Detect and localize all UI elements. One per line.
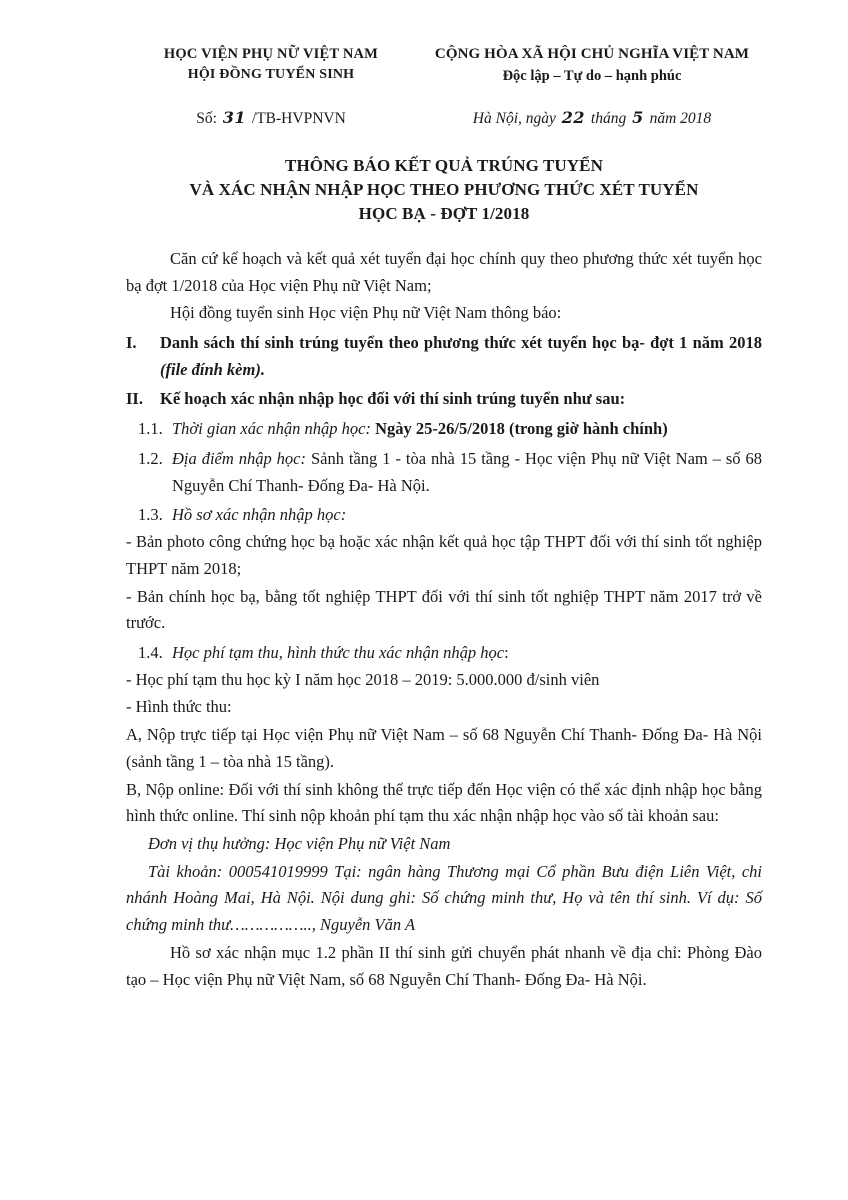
- item-1-1: [126, 416, 762, 443]
- document-title: [126, 154, 762, 226]
- title-line-1: THÔNG BÁO KẾT QUẢ TRÚNG TUYỂN: [285, 155, 603, 175]
- section-2: [126, 386, 762, 413]
- bank-account-details: Tài khoản: 000541019999 Tại: ngân hàng Thương mại Cổ phần Bưu điện Liên Việt, chi nhánh Hoàng Mai, Hà Nội. Nội dung ghi: Số chứng minh thư, Họ và tên thí sinh. Ví dụ: Số chứng minh thư…………….., Nguyễn Văn A: [126, 861, 762, 935]
- item-1-2-title: Địa điểm nhập học:: [172, 448, 306, 468]
- intro-paragraph-2: Hội đồng tuyển sinh Học viện Phụ nữ Việt Nam thông báo:: [170, 303, 562, 323]
- document-meta-row: [126, 108, 762, 128]
- national-motto: Độc lập – Tự do – hạnh phúc: [502, 67, 682, 84]
- section-1-label: I.: [126, 333, 137, 353]
- document-number-prefix: Số:: [196, 109, 217, 127]
- fee-line: - Học phí tạm thu học kỳ I năm học 2018 – 2019: 5.000.000 đ/sinh viên: [126, 669, 600, 689]
- title-line-2: VÀ XÁC NHẬN NHẬP HỌC THEO PHƯƠNG THỨC XÉT TUYỂN: [189, 179, 699, 199]
- item-1-3-title: Hồ sơ xác nhận nhập học:: [172, 505, 347, 525]
- issuing-organization: [126, 44, 422, 85]
- item-1-4-title: Học phí tạm thu, hình thức thu xác nhận nhập học: [172, 642, 505, 662]
- item-1-4-colon: :: [504, 642, 509, 662]
- country-name: CỘNG HÒA XÃ HỘI CHỦ NGHĨA VIỆT NAM: [434, 46, 750, 62]
- payment-option-a: A, Nộp trực tiếp tại Học viện Phụ nữ Việt Nam – số 68 Nguyễn Chí Thanh- Đống Đa- Hà Nội (sảnh tầng 1 – tòa nhà 15 tầng).: [126, 725, 762, 771]
- organization-name: HỌC VIỆN PHỤ NỮ VIỆT NAM: [163, 46, 379, 62]
- document-header: [126, 44, 762, 88]
- intro-paragraph-1: Căn cứ kế hoạch và kết quả xét tuyển đại học chính quy theo phương thức xét tuyển học bạ đợt 1/2018 của Học viện Phụ nữ Việt Nam;: [126, 248, 762, 295]
- place-date-prefix: Hà Nội, ngày: [472, 109, 556, 127]
- document-number: [126, 108, 422, 128]
- item-1-2-label: 1.2.: [138, 448, 163, 468]
- national-heading: [422, 44, 762, 88]
- section-1-note: (file đính kèm).: [160, 359, 265, 379]
- organization-unit: HỘI ĐỒNG TUYỂN SINH: [187, 67, 355, 83]
- item-1-4-label: 1.4.: [138, 642, 163, 662]
- item-1-1-title: Thời gian xác nhận nhập học:: [172, 419, 371, 439]
- document-number-handwritten: 31: [222, 107, 247, 127]
- section-2-label: II.: [126, 389, 143, 409]
- document-bullet-2: - Bản chính học bạ, bằng tốt nghiệp THPT đối với thí sinh tốt nghiệp THPT năm 2017 trở về trước.: [126, 586, 762, 633]
- section-1: [126, 330, 762, 383]
- item-1-1-label: 1.1.: [138, 419, 163, 439]
- item-1-1-value: Ngày 25-26/5/2018 (trong giờ hành chính): [375, 419, 668, 439]
- document-body: [126, 246, 762, 993]
- item-1-3: [126, 502, 762, 529]
- bank-beneficiary: Đơn vị thụ hưởng: Học viện Phụ nữ Việt Nam: [148, 833, 451, 853]
- item-1-2-value: Sảnh tầng 1 - tòa nhà 15 tầng - Học viện Phụ nữ Việt Nam – số 68 Nguyễn Chí Thanh- Đống Đa- Hà Nội.: [172, 448, 762, 495]
- place-and-date: [422, 108, 762, 128]
- section-1-text: Danh sách thí sinh trúng tuyển theo phương thức xét tuyển học bạ- đợt 1 năm 2018: [160, 333, 762, 353]
- month-label: tháng: [590, 109, 627, 127]
- document-number-suffix: /TB-HVPNVN: [251, 109, 346, 127]
- item-1-3-label: 1.3.: [138, 505, 163, 525]
- year-label: năm 2018: [649, 109, 712, 127]
- section-2-text: Kế hoạch xác nhận nhập học đối với thí sinh trúng tuyển như sau:: [160, 389, 626, 409]
- payment-option-b: B, Nộp online: Đối với thí sinh không thể trực tiếp đến Học viện có thể xác định nhập học bằng hình thức online. Thí sinh nộp khoản phí tạm thu xác nhận nhập học vào số tài khoản sau:: [126, 779, 762, 826]
- title-line-3: HỌC BẠ - ĐỢT 1/2018: [358, 203, 530, 223]
- item-1-4: [126, 640, 762, 667]
- payment-method-label: - Hình thức thu:: [126, 697, 232, 717]
- document-bullet-1: - Bản photo công chứng học bạ hoặc xác nhận kết quả học tập THPT đối với thí sinh tốt nghiệp THPT năm 2018;: [126, 532, 762, 578]
- month-handwritten: 5: [632, 107, 644, 127]
- item-1-2: [126, 446, 762, 499]
- day-handwritten: 22: [561, 107, 586, 127]
- final-paragraph: Hồ sơ xác nhận mục 1.2 phần II thí sinh gửi chuyển phát nhanh về địa chỉ: Phòng Đào tạo – Học viện Phụ nữ Việt Nam, số 68 Nguyễn Chí Thanh- Đống Đa- Hà Nội.: [126, 942, 762, 989]
